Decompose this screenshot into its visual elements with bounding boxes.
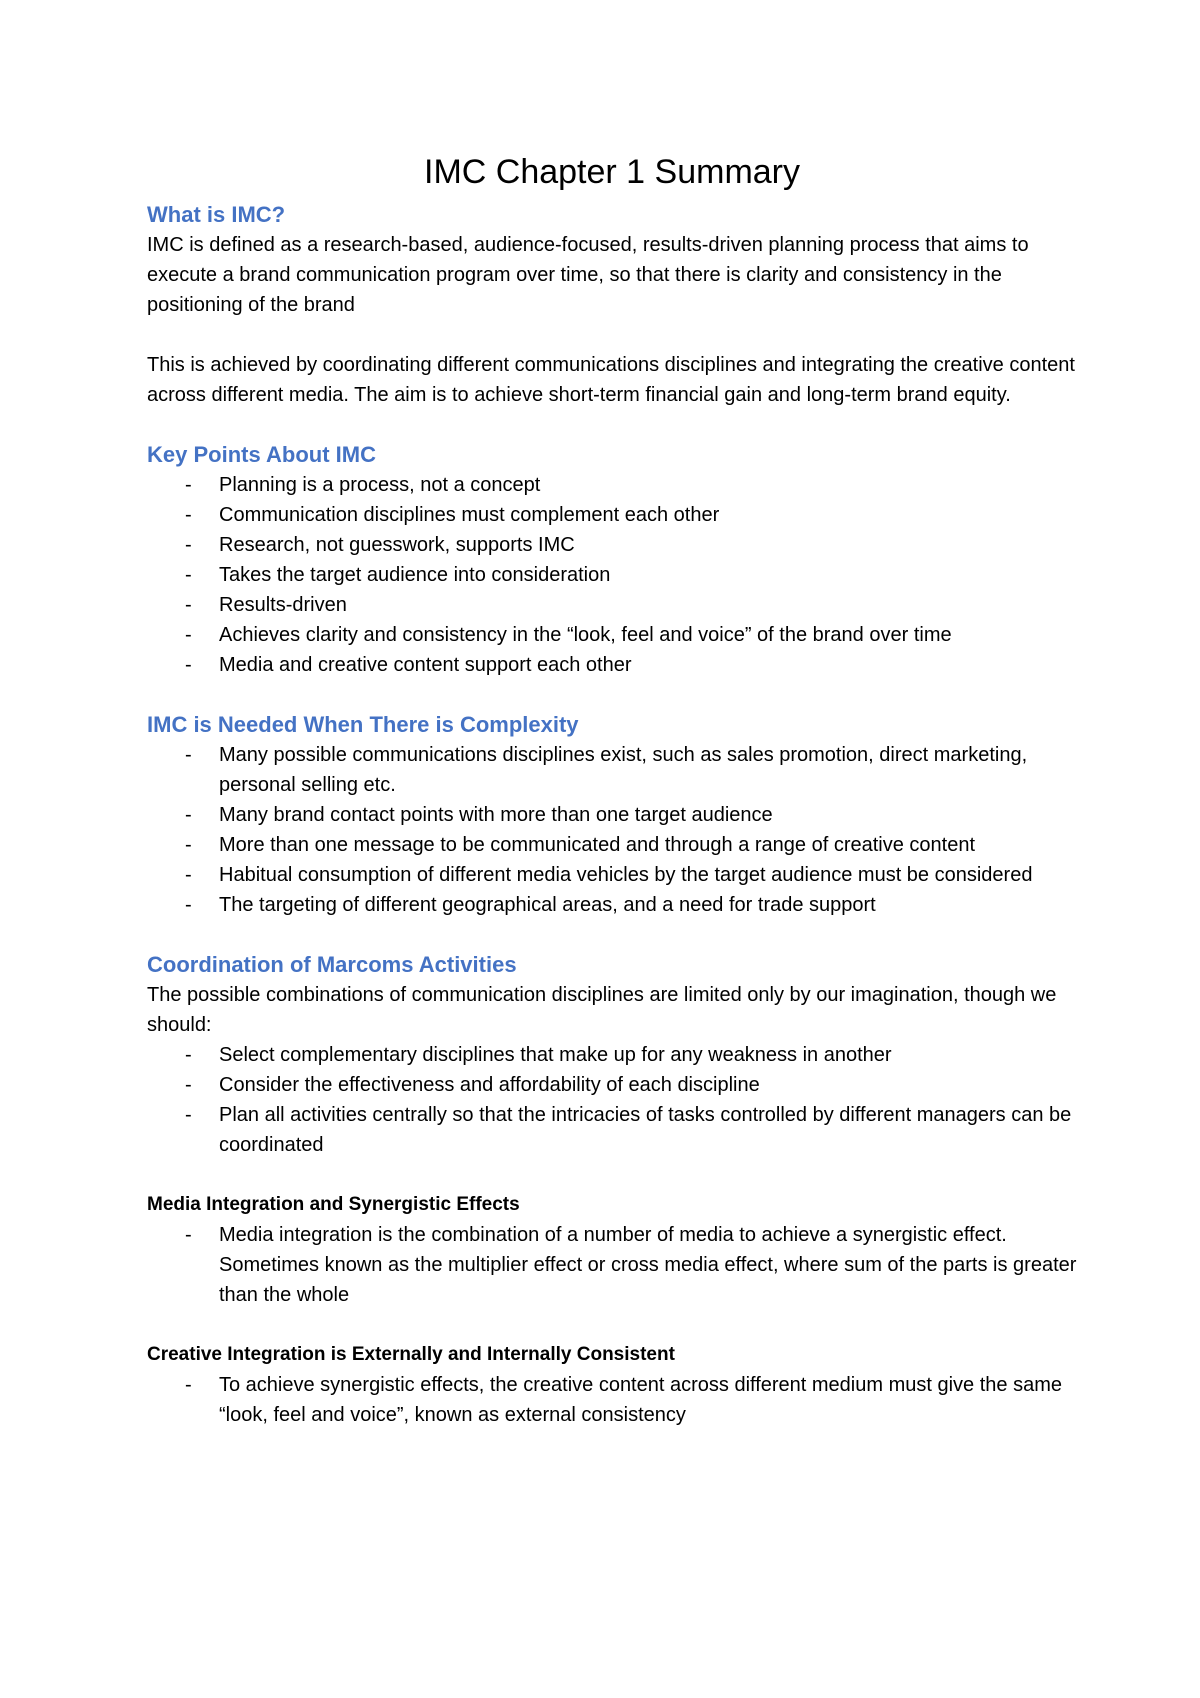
key-points-list <box>147 470 1077 680</box>
list-item: - More than one message to be communicated and through a range of creative content <box>185 834 976 856</box>
list-item: - Select complementary disciplines that make up for any weakness in another <box>185 1044 892 1066</box>
paragraph-coordination: This is achieved by coordinating different communications disciplines and integrating the creative content across different media. The aim is to achieve short-term financial gain and long-term brand equity. <box>147 354 1075 406</box>
list-item: - Takes the target audience into consideration <box>185 564 611 586</box>
section-heading-what-is-imc: What is IMC? <box>147 202 286 227</box>
list-item: - Media and creative content support each other <box>185 654 632 676</box>
list-item: - Plan all activities centrally so that the intricacies of tasks controlled by different managers can be coordinated <box>185 1104 1072 1156</box>
list-item: - Habitual consumption of different media vehicles by the target audience must be considered <box>185 864 1033 886</box>
complexity-list <box>147 740 1077 920</box>
list-item: - Results-driven <box>185 594 347 616</box>
creative-integration-list <box>147 1370 1077 1430</box>
list-item: - Many brand contact points with more than one target audience <box>185 804 773 826</box>
list-item: - Many possible communications disciplines exist, such as sales promotion, direct marketing, personal selling etc. <box>185 744 1028 796</box>
list-item: - Media integration is the combination of a number of media to achieve a synergistic effect. Sometimes known as the multiplier effect or cross media effect, where sum of the parts is greater than the whole <box>185 1224 1077 1306</box>
list-item: - Planning is a process, not a concept <box>185 474 541 496</box>
list-item: - Research, not guesswork, supports IMC <box>185 534 575 556</box>
list-item: - To achieve synergistic effects, the creative content across different medium must give the same “look, feel and voice”, known as external consistency <box>185 1374 1062 1426</box>
page-title: IMC Chapter 1 Summary <box>424 153 800 191</box>
section-heading-complexity: IMC is Needed When There is Complexity <box>147 712 579 737</box>
list-item: - Consider the effectiveness and affordability of each discipline <box>185 1074 760 1096</box>
subheading-creative-integration: Creative Integration is Externally and Internally Consistent <box>147 1344 675 1365</box>
section-heading-key-points: Key Points About IMC <box>147 442 376 467</box>
document-body <box>147 150 1077 1430</box>
section-heading-coordination: Coordination of Marcoms Activities <box>147 952 517 977</box>
subheading-media-integration: Media Integration and Synergistic Effects <box>147 1194 520 1215</box>
list-item: - Communication disciplines must complement each other <box>185 504 720 526</box>
paragraph-coordination-intro: The possible combinations of communication disciplines are limited only by our imagination, though we should: <box>147 984 1057 1036</box>
media-integration-list <box>147 1220 1077 1310</box>
coordination-list <box>147 1040 1077 1160</box>
list-item: - The targeting of different geographical areas, and a need for trade support <box>185 894 876 916</box>
list-item: - Achieves clarity and consistency in the “look, feel and voice” of the brand over time <box>185 624 952 646</box>
paragraph-definition: IMC is defined as a research-based, audience-focused, results-driven planning process that aims to execute a brand communication program over time, so that there is clarity and consistency in the positioning of the brand <box>147 234 1029 316</box>
